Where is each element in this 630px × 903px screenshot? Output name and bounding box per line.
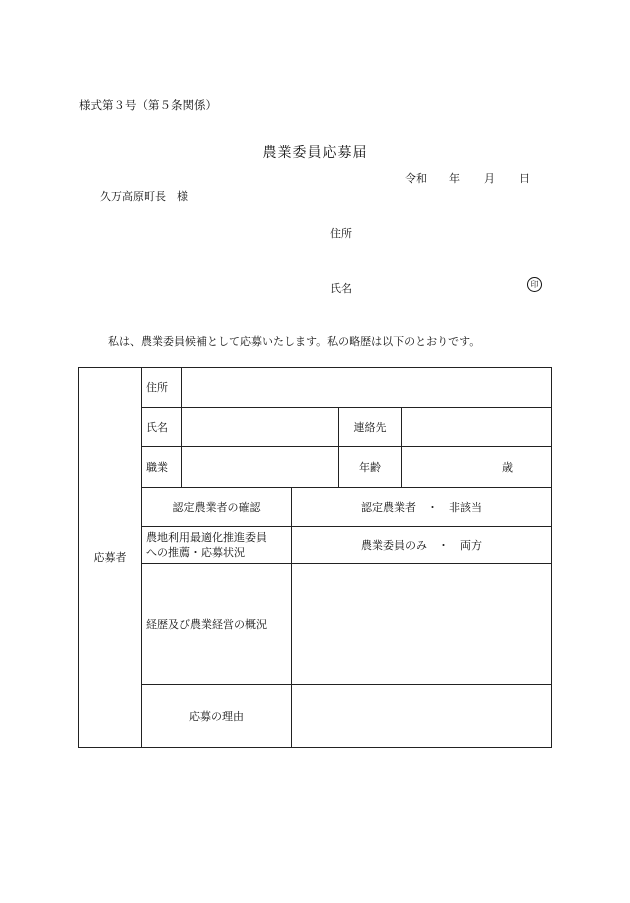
form-number: 様式第３号（第５条関係）: [79, 98, 217, 112]
statement-text: 私は、農業委員候補として応募いたします。私の略歴は以下のとおりです。: [108, 335, 481, 348]
name-field[interactable]: [182, 408, 339, 447]
address-field[interactable]: [182, 368, 552, 408]
applicant-address-label: 住所: [330, 227, 352, 240]
date-month: 月: [484, 172, 495, 185]
age-label: 年齢: [339, 447, 402, 488]
application-table: [78, 367, 552, 748]
table-row: [79, 685, 552, 748]
age-field[interactable]: [402, 447, 552, 488]
document-title: 農業委員応募届: [262, 145, 368, 161]
reason-field[interactable]: [292, 685, 552, 748]
table-row: [79, 447, 552, 488]
reason-label: 応募の理由: [142, 685, 292, 748]
occupation-label: 職業: [142, 447, 182, 488]
name-label: 氏名: [142, 408, 182, 447]
contact-field[interactable]: [402, 408, 552, 447]
career-label: 経歴及び農業経営の概況: [142, 564, 292, 685]
age-unit: 歳: [502, 460, 513, 474]
table-row: [79, 488, 552, 527]
applicant-side-label: 応募者: [79, 368, 142, 748]
date-day: 日: [519, 172, 530, 185]
table-row: [79, 408, 552, 447]
date-era: 令和: [405, 172, 427, 185]
recommend-label-line2: への推薦・応募状況: [146, 546, 245, 559]
recommend-label: [142, 527, 292, 564]
applicant-name-label: 氏名: [330, 282, 352, 295]
date-line: [405, 170, 530, 186]
address-label: 住所: [142, 368, 182, 408]
career-field[interactable]: [292, 564, 552, 685]
table-row: [79, 368, 552, 408]
occupation-field[interactable]: [182, 447, 339, 488]
table-row: [79, 564, 552, 685]
contact-label: 連絡先: [339, 408, 402, 447]
certified-options[interactable]: 認定農業者 ・ 非該当: [292, 488, 552, 527]
recommend-label-line1: 農地利用最適化推進委員: [146, 531, 267, 544]
date-year: 年: [449, 172, 460, 185]
table-row: [79, 527, 552, 564]
recommend-options[interactable]: 農業委員のみ ・ 両方: [292, 527, 552, 564]
seal-mark: 印: [527, 277, 542, 292]
addressee: 久万高原町長 様: [100, 190, 188, 203]
certified-label: 認定農業者の確認: [142, 488, 292, 527]
